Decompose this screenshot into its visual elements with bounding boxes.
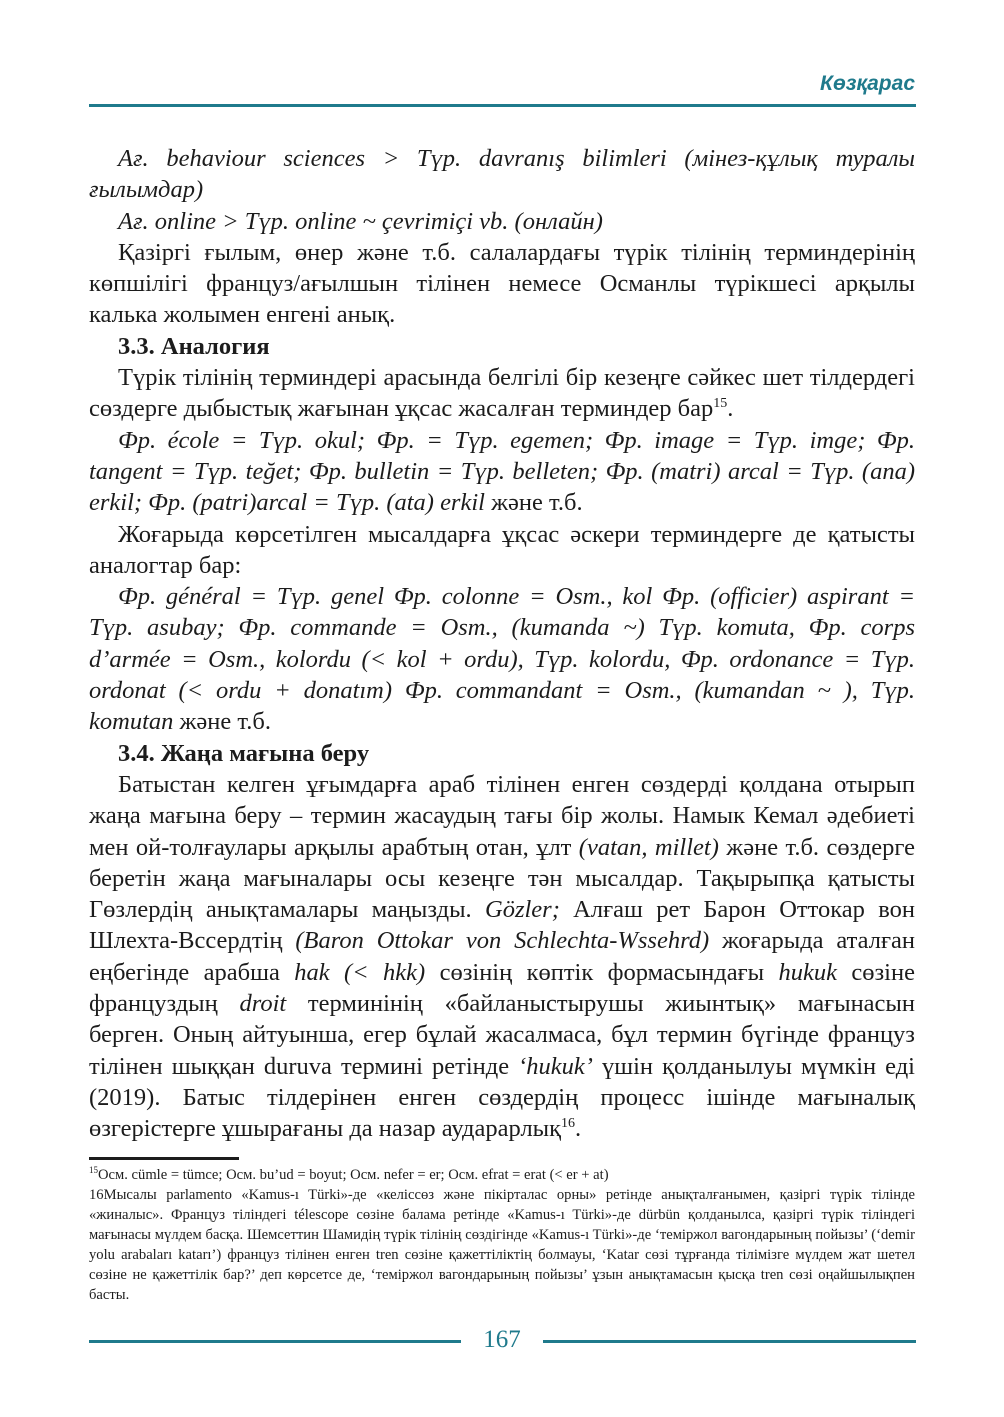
header-rule [89,104,916,107]
body-paragraph-2 [89,362,915,425]
body-paragraph-3: Жоғарыда көрсетілген мысалдарға ұқсас әскери терминдерге де қатысты аналогтар бар: [89,520,915,579]
paragraph-end: және т.б. [484,489,583,517]
footnote-15 [89,1165,915,1185]
footnote-mark: 15 [89,1165,98,1176]
paragraph-end: және т.б. [173,708,271,736]
paragraph-end: . [727,395,734,423]
italic-run: (vatan, millet) [578,833,719,861]
section-heading-3-3: 3.3. Аналогия [118,332,270,360]
italic-run: ‘hukuk’ [518,1052,593,1080]
italic-run: hukuk [778,958,838,986]
example-paragraph-4 [89,581,915,737]
text-run: сөзінің көптік формасындағы [425,958,779,986]
paragraph-end: . [575,1115,582,1143]
footnote-ref-16: 16 [561,1116,576,1132]
text-run: және т.б. сөздерге беретін жаңа мағыналары осы кезеңге тән мысалдар. Тақырыпқа қатысты Гөзлердің анықтамалары маңызды. [89,833,916,924]
body-paragraph-4 [89,769,915,1145]
footer-rule-left [89,1340,461,1343]
footnote-ref-15: 15 [713,396,728,412]
footnote-16: 16Мысалы parlamento «Kamus-ı Türki»-де «келіссөз және пікірталас орны» ретінде анықталғанымен, қазіргі түрік тілінде «жиналыс». Француз тіліндегі télescope сөзіне балама ретінде «Kamus-ı Türki»-де dürbün қолданылса, қазіргі түрік тіліндегі мағынасы мүлдем басқа. Шемсеттин Шамидің түрік тілінің сөздігінде «Kamus-ı Türki»-де ‘теміржол вагондарының пойызы’ (‘demir yolu arabaları katarı’) француз тілінен енген tren сөзіне қажеттіліктің болмауы, ‘Katar сөзі тұрғанда тілімізге мүлдем жат шетел сөзіне не қажеттілік бар?’ деп көрсетсе де, ‘теміржол вагондарының пойызы’ ұзын анықтамасын қысқа tren сөзі оңайшылықпен басты. [89,1187,915,1303]
italic-run: hak (< hkk) [294,958,426,986]
italic-run: droit [239,990,287,1018]
footnotes [89,1165,915,1305]
body-paragraph-1: Қазіргі ғылым, өнер және т.б. салалардағы түрік тілінің терминдерінің көпшілігі француз/ағылшын тілінен немесе Османлы түрікшесі арқылы калька жолымен енгені анық. [89,238,915,329]
paragraph-text: Түрік тілінің терминдері арасында белгілі бір кезеңге сәйкес шет тілдердегі сөздерге дыбыстық жағынан ұқсас жасалған терминдер бар [89,364,915,423]
example-text: Фр. général = Түр. genel Фр. colonne = Osm., kol Фр. (officier) aspirant = Түр. asubay; Фр. commande = Osm., (kumanda ~) Түр. komuta, Фр. corps d’armée = Osm., kolordu (< kol + ordu), Түр. kolordu, Фр. ordonance = Түр. ordonat (< ordu + donatım) Фр. commandant = Osm., (kumandan ~ ), Түр. komutan [89,583,915,736]
text-run: Алғаш рет Барон Оттокар вон Шлехта-Вссердтің [89,896,915,955]
footer-rule-right [543,1340,916,1343]
example-paragraph-3 [89,425,915,519]
example-paragraph-1: Ағ. behaviour sciences > Түр. davranış bilimleri (мінез-құлық туралы ғылымдар) [89,145,915,204]
text-run: сөзіне француздың [89,958,915,1018]
text-run: жоғарыда аталған еңбегінде арабша [89,927,916,986]
example-paragraph-2: Ағ. online > Түр. online ~ çevrimiçi vb. (онлайн) [118,207,603,235]
footnote-separator [89,1157,239,1160]
section-heading-3-4: 3.4. Жаңа мағына беру [118,739,370,767]
page-number: 167 [483,1326,521,1353]
footnote-text: Осм. cümle = tümce; Осм. bu’ud = boyut; Осм. nefer = er; Осм. efrat = erat (< er + at) [98,1167,609,1183]
example-text: Фр. école = Түр. okul; Фр. = Түр. egemen; Фр. image = Түр. imge; Фр. tangent = Түр. teğet; Фр. bulletin = Түр. belleten; Фр. (matri) arcal = Түр. (ana) erkil; Фр. (patri)arcal = Түр. (ata) erkil [89,426,915,517]
text-run: үшін қолданылуы мүмкін еді (2019). Батыс тілдерінен енген сөздердің процесс ішінде мағыналық өзгерістерге ұшырағаны да назар аударарлық [89,1052,915,1143]
main-text [89,143,915,1145]
text-run: Батыстан келген ұғымдарға араб тілінен енген сөздерді қолдана отырып жаңа мағына беру – термин жасаудың тағы бір жолы. Намык Кемал әдебиеті мен ой-толғаулары арқылы арабтың отан, ұлт [89,770,915,861]
text-run: терминінің «байланыстырушы жиынтық» мағынасын берген. Оның айтуынша, егер бұлай жасалмаса, бұл термин бүгінде француз тілінен шыққан duruva термині ретінде [89,990,916,1080]
running-header-title: Көзқарас [820,72,915,95]
italic-run: (Baron Ottokar von Schlechta-Wssehrd) [295,927,710,955]
italic-run: Gözler; [485,896,560,924]
